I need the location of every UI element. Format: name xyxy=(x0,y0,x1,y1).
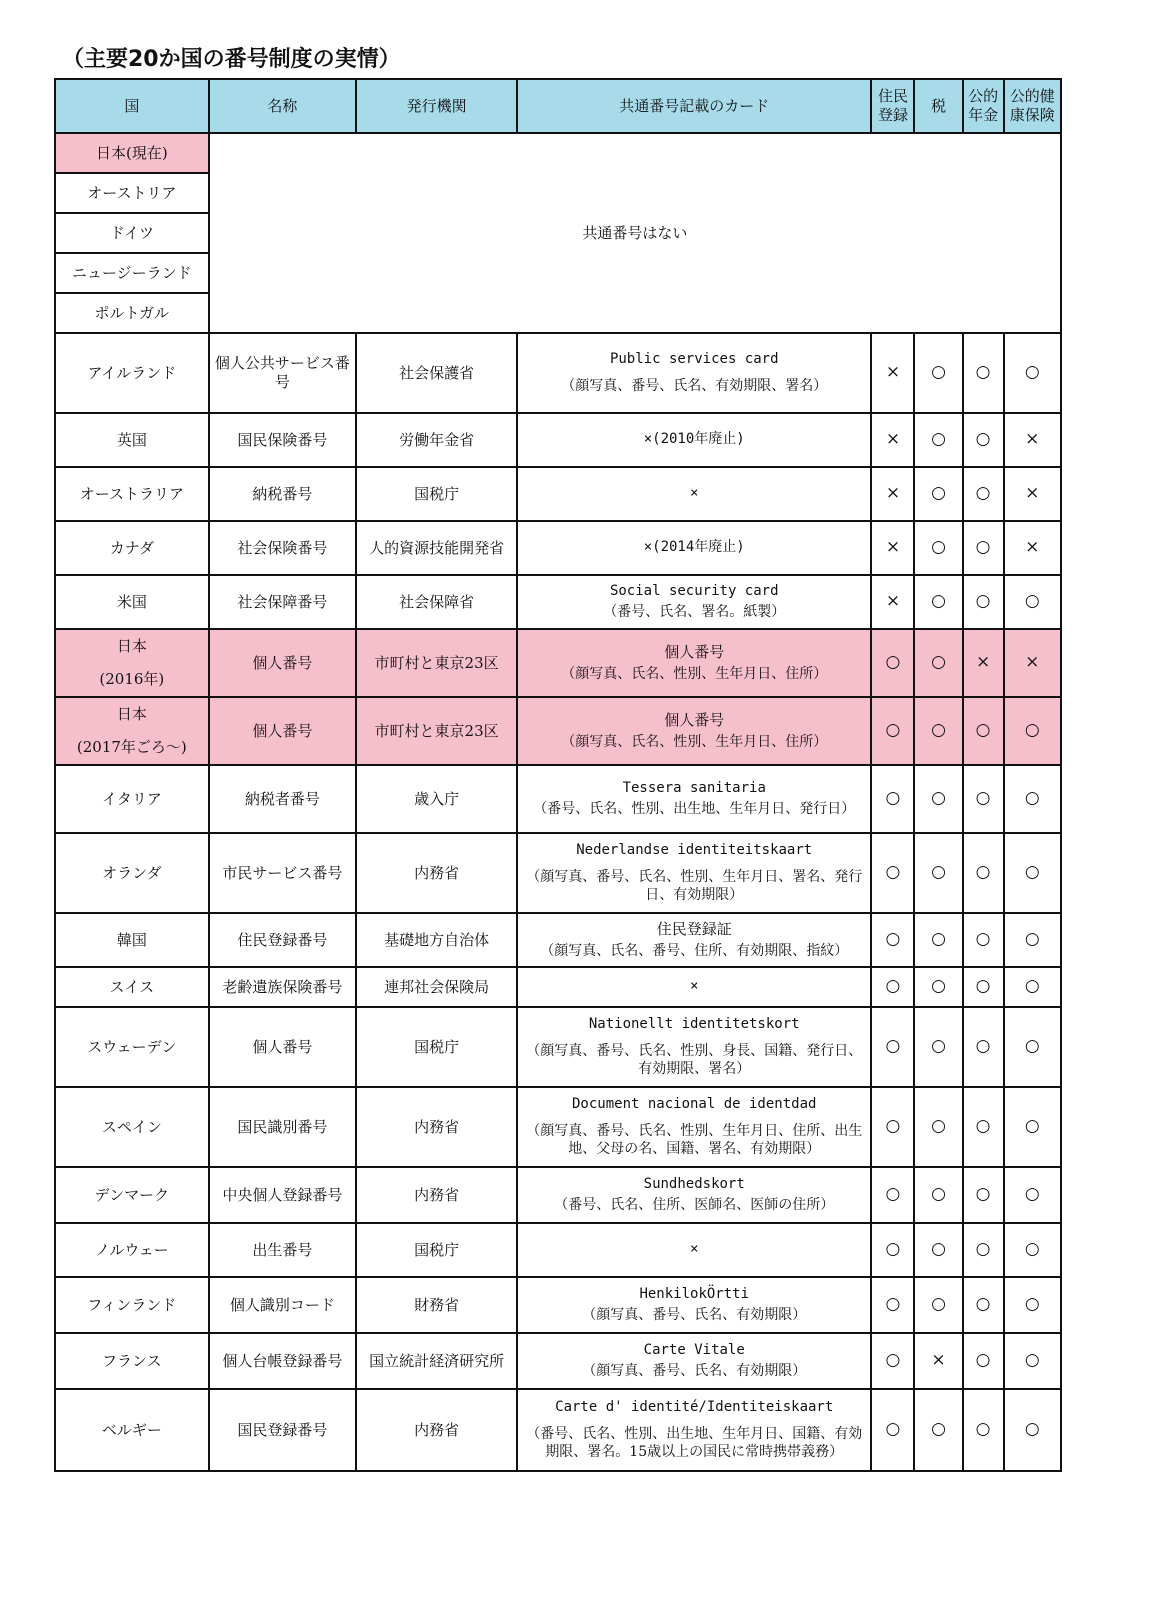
issuer-cell: 内務省 xyxy=(356,833,517,913)
number-name-cell: 個人識別コード xyxy=(209,1277,357,1333)
resident-registration-mark: ○ xyxy=(871,1167,914,1223)
header-tax: 税 xyxy=(914,79,962,133)
country-cell xyxy=(55,1167,209,1223)
country-cell xyxy=(55,765,209,833)
tax-mark: × xyxy=(914,1333,962,1389)
country-cell xyxy=(55,1277,209,1333)
country-label: ノルウェー xyxy=(94,1240,169,1259)
header-card: 共通番号記載のカード xyxy=(517,79,871,133)
issuer-cell: 市町村と東京23区 xyxy=(356,697,517,765)
issuer-cell: 内務省 xyxy=(356,1167,517,1223)
resident-registration-mark: ○ xyxy=(871,913,914,967)
table-row xyxy=(55,1277,1061,1333)
number-system-table xyxy=(54,78,1062,1472)
country-cell xyxy=(55,833,209,913)
issuer-cell: 市町村と東京23区 xyxy=(356,629,517,697)
no-number-country: ニュージーランド xyxy=(55,253,209,293)
card-detail: （顔写真、氏名、番号、住所、有効期限、指紋） xyxy=(540,942,849,959)
card-title: HenkilokÖrtti xyxy=(639,1285,750,1302)
country-cell xyxy=(55,1223,209,1277)
pension-mark: ○ xyxy=(963,467,1004,521)
no-number-country: 日本(現在) xyxy=(55,133,209,173)
health-insurance-mark: ○ xyxy=(1004,333,1061,413)
pension-mark: ○ xyxy=(963,967,1004,1007)
card-cell xyxy=(517,967,871,1007)
card-detail: （顔写真、氏名、性別、生年月日、住所） xyxy=(561,665,828,682)
table-row xyxy=(55,967,1061,1007)
table-row xyxy=(55,1223,1061,1277)
card-title: Public services card xyxy=(609,350,779,367)
card-title: 住民登録証 xyxy=(656,919,732,938)
table-row xyxy=(55,1389,1061,1471)
country-cell xyxy=(55,913,209,967)
card-detail: （顔写真、番号、氏名、性別、生年月日、住所、出生地、父母の名、国籍、署名、有効期限） xyxy=(526,1123,863,1157)
pension-mark: ○ xyxy=(963,413,1004,467)
card-detail: （番号、氏名、住所、医師名、医師の住所） xyxy=(554,1197,835,1213)
country-label: デンマーク xyxy=(94,1185,170,1204)
table-row xyxy=(55,413,1061,467)
number-name-cell: 住民登録番号 xyxy=(209,913,357,967)
table-row xyxy=(55,1333,1061,1389)
pension-mark: ○ xyxy=(963,1223,1004,1277)
number-name-cell: 個人公共サービス番号 xyxy=(209,333,357,413)
card-title: Carte Vitale xyxy=(643,1341,745,1358)
issuer-cell: 国税庁 xyxy=(356,467,517,521)
card-cell xyxy=(517,697,871,765)
health-insurance-mark: ○ xyxy=(1004,1389,1061,1471)
issuer-cell: 歳入庁 xyxy=(356,765,517,833)
number-name-cell: 納税番号 xyxy=(209,467,357,521)
card-cell xyxy=(517,1223,871,1277)
health-insurance-mark: × xyxy=(1004,629,1061,697)
header-country: 国 xyxy=(55,79,209,133)
number-name-cell: 国民保険番号 xyxy=(209,413,357,467)
pension-mark: ○ xyxy=(963,913,1004,967)
card-detail: （番号、氏名、性別、出生地、生年月日、国籍、有効期限、署名。15歳以上の国民に常時携帯義務） xyxy=(526,1426,863,1460)
number-name-cell: 市民サービス番号 xyxy=(209,833,357,913)
table-row xyxy=(55,697,1061,765)
card-detail: （顔写真、番号、氏名、性別、身長、国籍、発行日、有効期限、署名） xyxy=(526,1043,863,1077)
country-cell xyxy=(55,967,209,1007)
tax-mark: ○ xyxy=(914,765,962,833)
health-insurance-mark: ○ xyxy=(1004,913,1061,967)
card-title: Nationellt identitetskort xyxy=(588,1015,800,1032)
number-name-cell: 国民登録番号 xyxy=(209,1389,357,1471)
card-detail: （顔写真、番号、氏名、有効期限） xyxy=(582,1307,807,1323)
pension-mark: ○ xyxy=(963,1333,1004,1389)
resident-registration-mark: ○ xyxy=(871,1087,914,1167)
number-name-cell: 個人番号 xyxy=(209,629,357,697)
no-number-country: ポルトガル xyxy=(55,293,209,333)
health-insurance-mark: ○ xyxy=(1004,833,1061,913)
country-label: カナダ xyxy=(109,538,154,557)
pension-mark: ○ xyxy=(963,333,1004,413)
number-name-cell: 中央個人登録番号 xyxy=(209,1167,357,1223)
number-name-cell: 老齢遺族保険番号 xyxy=(209,967,357,1007)
card-detail: （番号、氏名、署名。紙製） xyxy=(603,604,786,620)
country-cell xyxy=(55,1087,209,1167)
pension-mark: ○ xyxy=(963,1087,1004,1167)
card-title: Sundhedskort xyxy=(643,1175,745,1192)
country-label: イタリア xyxy=(101,789,162,808)
country-label: スペイン xyxy=(101,1117,162,1136)
resident-registration-mark: ○ xyxy=(871,1277,914,1333)
country-label: 日本 xyxy=(116,705,147,724)
country-label: フィンランド xyxy=(87,1295,177,1314)
resident-registration-mark: × xyxy=(871,575,914,629)
health-insurance-mark: ○ xyxy=(1004,1223,1061,1277)
number-name-cell: 社会保障番号 xyxy=(209,575,357,629)
country-cell xyxy=(55,629,209,697)
card-cell xyxy=(517,1277,871,1333)
country-cell xyxy=(55,521,209,575)
country-label: 米国 xyxy=(116,592,147,611)
no-number-country: ドイツ xyxy=(55,213,209,253)
pension-mark: ○ xyxy=(963,1277,1004,1333)
tax-mark: ○ xyxy=(914,521,962,575)
table-row xyxy=(55,1007,1061,1087)
card-cell xyxy=(517,413,871,467)
card-cell xyxy=(517,1333,871,1389)
no-number-country: オーストリア xyxy=(55,173,209,213)
country-label: スイス xyxy=(109,977,155,996)
card-cell xyxy=(517,629,871,697)
card-title: Social security card xyxy=(609,582,779,599)
card-cell xyxy=(517,765,871,833)
card-cell xyxy=(517,333,871,413)
country-label: オランダ xyxy=(102,863,162,882)
no-common-number-note: 共通番号はない xyxy=(209,133,1061,333)
pension-mark: × xyxy=(963,629,1004,697)
header-name: 名称 xyxy=(209,79,357,133)
issuer-cell: 人的資源技能開発省 xyxy=(356,521,517,575)
tax-mark: ○ xyxy=(914,697,962,765)
pension-mark: ○ xyxy=(963,575,1004,629)
pension-mark: ○ xyxy=(963,1007,1004,1087)
country-cell xyxy=(55,1007,209,1087)
health-insurance-mark: × xyxy=(1004,413,1061,467)
issuer-cell: 社会保護省 xyxy=(356,333,517,413)
card-title: Document nacional de identdad xyxy=(572,1095,817,1112)
pension-mark: ○ xyxy=(963,1389,1004,1471)
table-row xyxy=(55,467,1061,521)
card-cell xyxy=(517,1389,871,1471)
table-row xyxy=(55,1087,1061,1167)
issuer-cell: 内務省 xyxy=(356,1087,517,1167)
resident-registration-mark: × xyxy=(871,333,914,413)
resident-registration-mark: ○ xyxy=(871,697,914,765)
table-row xyxy=(55,521,1061,575)
resident-registration-mark: ○ xyxy=(871,1223,914,1277)
card-title: ×(2010年廃止) xyxy=(643,431,745,448)
country-cell xyxy=(55,467,209,521)
health-insurance-mark: ○ xyxy=(1004,1087,1061,1167)
card-title: Nederlandse identiteitskaart xyxy=(576,841,813,858)
tax-mark: ○ xyxy=(914,333,962,413)
tax-mark: ○ xyxy=(914,1167,962,1223)
issuer-cell: 連邦社会保険局 xyxy=(356,967,517,1007)
resident-registration-mark: ○ xyxy=(871,1389,914,1471)
resident-registration-mark: ○ xyxy=(871,765,914,833)
number-name-cell: 納税者番号 xyxy=(209,765,357,833)
table-row xyxy=(55,575,1061,629)
health-insurance-mark: ○ xyxy=(1004,575,1061,629)
card-detail: （顔写真、番号、氏名、性別、生年月日、署名、発行日、有効期限） xyxy=(526,869,863,903)
issuer-cell: 基礎地方自治体 xyxy=(356,913,517,967)
pension-mark: ○ xyxy=(963,697,1004,765)
resident-registration-mark: × xyxy=(871,413,914,467)
number-name-cell: 個人台帳登録番号 xyxy=(209,1333,357,1389)
tax-mark: ○ xyxy=(914,967,962,1007)
resident-registration-mark: ○ xyxy=(871,1333,914,1389)
health-insurance-mark: ○ xyxy=(1004,765,1061,833)
table-row xyxy=(55,333,1061,413)
card-title: 個人番号 xyxy=(664,642,725,661)
health-insurance-mark: × xyxy=(1004,521,1061,575)
country-cell xyxy=(55,333,209,413)
number-name-cell: 個人番号 xyxy=(209,1007,357,1087)
country-label: フランス xyxy=(102,1351,162,1370)
country-label: 英国 xyxy=(116,430,147,449)
card-title: × xyxy=(690,485,699,502)
number-name-cell: 出生番号 xyxy=(209,1223,357,1277)
country-cell xyxy=(55,697,209,765)
card-detail: （顔写真、番号、氏名、有効期限） xyxy=(582,1363,807,1379)
pension-mark: ○ xyxy=(963,521,1004,575)
card-cell xyxy=(517,1167,871,1223)
tax-mark: ○ xyxy=(914,1223,962,1277)
health-insurance-mark: ○ xyxy=(1004,1333,1061,1389)
number-name-cell: 個人番号 xyxy=(209,697,357,765)
health-insurance-mark: × xyxy=(1004,467,1061,521)
issuer-cell: 財務省 xyxy=(356,1277,517,1333)
health-insurance-mark: ○ xyxy=(1004,697,1061,765)
card-detail: （顔写真、氏名、性別、生年月日、住所） xyxy=(561,733,828,750)
country-cell xyxy=(55,1389,209,1471)
country-period: (2016年) xyxy=(99,670,165,688)
resident-registration-mark: ○ xyxy=(871,833,914,913)
tax-mark: ○ xyxy=(914,1277,962,1333)
card-title: 個人番号 xyxy=(664,710,725,729)
tax-mark: ○ xyxy=(914,913,962,967)
table-row xyxy=(55,1167,1061,1223)
issuer-cell: 国税庁 xyxy=(356,1007,517,1087)
card-cell xyxy=(517,1087,871,1167)
country-period: (2017年ごろ～) xyxy=(76,738,187,756)
card-title: × xyxy=(690,978,699,995)
card-cell xyxy=(517,1007,871,1087)
card-title: Tessera sanitaria xyxy=(622,779,766,796)
card-title: × xyxy=(690,1241,699,1258)
number-name-cell: 国民識別番号 xyxy=(209,1087,357,1167)
card-detail: （顔写真、番号、氏名、有効期限、署名） xyxy=(561,378,828,394)
card-title: ×(2014年廃止) xyxy=(643,539,745,556)
issuer-cell: 社会保障省 xyxy=(356,575,517,629)
country-label: スウェーデン xyxy=(87,1037,177,1056)
tax-mark: ○ xyxy=(914,467,962,521)
issuer-cell: 国立統計経済研究所 xyxy=(356,1333,517,1389)
resident-registration-mark: ○ xyxy=(871,629,914,697)
issuer-cell: 内務省 xyxy=(356,1389,517,1471)
country-label: ベルギー xyxy=(101,1420,162,1439)
country-cell xyxy=(55,575,209,629)
tax-mark: ○ xyxy=(914,1007,962,1087)
card-cell xyxy=(517,521,871,575)
table-row xyxy=(55,629,1061,697)
tax-mark: ○ xyxy=(914,1087,962,1167)
header-row xyxy=(55,79,1061,133)
health-insurance-mark: ○ xyxy=(1004,1277,1061,1333)
page-title: （主要20か国の番号制度の実情） xyxy=(62,47,401,72)
card-cell xyxy=(517,833,871,913)
country-label: オーストラリア xyxy=(79,484,184,503)
table-row xyxy=(55,913,1061,967)
pension-mark: ○ xyxy=(963,765,1004,833)
header-resident: 住民 登録 xyxy=(871,79,914,133)
tax-mark: ○ xyxy=(914,629,962,697)
country-label: アイルランド xyxy=(87,363,177,382)
resident-registration-mark: ○ xyxy=(871,1007,914,1087)
table-row xyxy=(55,765,1061,833)
header-health: 公的健 康保険 xyxy=(1004,79,1061,133)
pension-mark: ○ xyxy=(963,1167,1004,1223)
tax-mark: ○ xyxy=(914,1389,962,1471)
resident-registration-mark: ○ xyxy=(871,967,914,1007)
tax-mark: ○ xyxy=(914,833,962,913)
tax-mark: ○ xyxy=(914,413,962,467)
card-cell xyxy=(517,575,871,629)
header-pension: 公的 年金 xyxy=(963,79,1004,133)
health-insurance-mark: ○ xyxy=(1004,967,1061,1007)
health-insurance-mark: ○ xyxy=(1004,1167,1061,1223)
issuer-cell: 労働年金省 xyxy=(356,413,517,467)
number-name-cell: 社会保険番号 xyxy=(209,521,357,575)
pension-mark: ○ xyxy=(963,833,1004,913)
issuer-cell: 国税庁 xyxy=(356,1223,517,1277)
resident-registration-mark: × xyxy=(871,521,914,575)
country-label: 日本 xyxy=(116,637,147,656)
resident-registration-mark: × xyxy=(871,467,914,521)
card-title: Carte d' identité/Identiteiskaart xyxy=(555,1398,834,1415)
country-cell xyxy=(55,1333,209,1389)
table-row xyxy=(55,833,1061,913)
tax-mark: ○ xyxy=(914,575,962,629)
header-issuer: 発行機関 xyxy=(356,79,517,133)
health-insurance-mark: ○ xyxy=(1004,1007,1061,1087)
country-label: 韓国 xyxy=(116,930,147,949)
country-cell xyxy=(55,413,209,467)
card-cell xyxy=(517,913,871,967)
card-cell xyxy=(517,467,871,521)
card-detail: （番号、氏名、性別、出生地、生年月日、発行日） xyxy=(533,801,856,817)
